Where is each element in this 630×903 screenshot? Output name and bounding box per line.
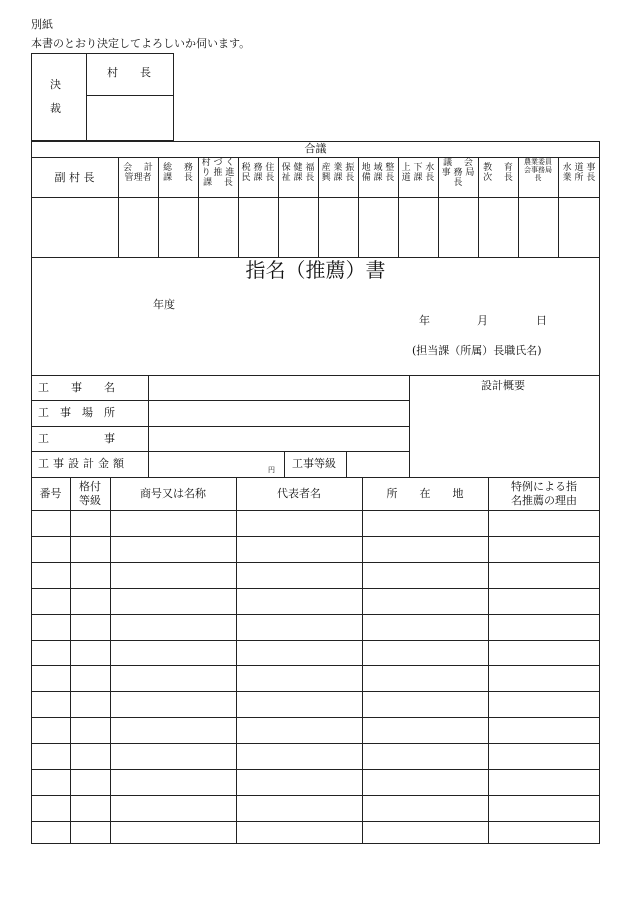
month-label: 月 (477, 314, 488, 327)
consult-col-12-l2: 会事務局 (524, 166, 552, 174)
kessai-bottom: 裁 (50, 102, 61, 115)
consult-col-12 (518, 158, 558, 182)
consult-col-6-l2: 祉 課 長 (281, 173, 315, 183)
consult-col-10-l3: 長 (453, 178, 463, 188)
table-header-6: 特例による指 名推薦の理由 (511, 480, 577, 507)
annex-label: 別紙 (31, 18, 53, 31)
consult-col-1-l1: 副 村 長 (54, 171, 95, 184)
consult-col-12-l3: 長 (534, 174, 542, 182)
consult-col-11-l1: 教 育 (483, 163, 513, 173)
consult-col-12-l1: 農業委員 (524, 158, 552, 166)
fiscal-year-label: 年度 (153, 298, 175, 311)
table-row (31, 743, 600, 744)
consult-col-10-l1: 議 会 (443, 158, 473, 168)
consult-col-1 (31, 172, 118, 184)
table-row (31, 536, 600, 537)
consult-col-4-l2: り 推 進 (201, 168, 235, 178)
table-row (31, 614, 600, 615)
consult-col-10 (438, 158, 478, 188)
consult-col-7-l2: 興 課 長 (321, 173, 355, 183)
work-grade-label: 工事等級 (292, 457, 336, 470)
work-cost-label: 工事設計金額 (38, 457, 128, 470)
consult-col-3-l1: 総 務 (163, 163, 193, 173)
consult-col-4-l3: 課 長 (203, 178, 233, 188)
consult-col-9-l1: 上 下 水 (401, 163, 435, 173)
doc-title: 指名（推薦）書 (245, 258, 386, 282)
table-row (31, 640, 600, 641)
consult-col-8 (358, 163, 398, 183)
consult-col-8-l2: 備 課 長 (361, 173, 395, 183)
work-place-label: 工 事 場 所 (38, 406, 115, 419)
kessai-top: 決 (50, 78, 61, 91)
table-row (31, 665, 600, 666)
consult-col-9-l2: 道 課 長 (401, 173, 435, 183)
table-row (31, 510, 600, 511)
sonchou-label: 村 長 (107, 66, 151, 79)
consult-col-2 (118, 163, 158, 183)
year-label: 年 (419, 314, 430, 327)
consult-col-6-l1: 保 健 福 (281, 163, 315, 173)
consult-col-4 (198, 158, 238, 188)
consult-col-13-l1: 水 道 事 (562, 163, 596, 173)
table-header-2: 格付 等級 (79, 480, 101, 507)
table-row (31, 588, 600, 589)
work-label: 工 事 (38, 432, 115, 445)
consult-col-10-l2: 事 務 局 (441, 168, 475, 178)
consult-col-3-l2: 課 長 (163, 173, 193, 183)
consult-col-5-l2: 民 課 長 (241, 173, 275, 183)
work-name-label: 工 事 名 (38, 381, 115, 394)
table-header-1: 番号 (39, 487, 62, 500)
table-row (31, 717, 600, 718)
table-header-4: 代表者名 (277, 487, 321, 500)
table-header-3: 商号又は名称 (140, 487, 206, 500)
table-row (31, 821, 600, 822)
consult-col-11-l2: 次 長 (483, 173, 513, 183)
table-row (31, 562, 600, 563)
consult-col-2-l2: 管理者 (124, 173, 152, 183)
approval-box (31, 53, 174, 141)
consult-col-5-l1: 税 務 住 (241, 163, 275, 173)
signer-label: (担当課（所属）長職氏名) (412, 344, 542, 357)
consult-col-11 (478, 163, 518, 183)
design-summary-label: 設計概要 (481, 379, 525, 392)
consult-col-8-l1: 地 域 整 (361, 163, 395, 173)
consult-col-2-l1: 会 計 (123, 163, 153, 173)
consult-col-6 (278, 163, 318, 183)
consult-col-9 (398, 163, 438, 183)
consult-col-7 (318, 163, 358, 183)
consult-title: 合議 (304, 142, 327, 155)
consult-col-13-l2: 業 所 長 (562, 173, 596, 183)
table-row (31, 769, 600, 770)
day-label: 日 (536, 314, 547, 327)
table-row (31, 691, 600, 692)
consult-col-7-l1: 産 業 振 (321, 163, 355, 173)
consult-col-5 (238, 163, 278, 183)
consult-col-4-l1: 村 づ く (201, 158, 235, 168)
request-text: 本書のとおり決定してよろしいか伺います。 (31, 37, 251, 50)
consult-col-3 (158, 163, 198, 183)
table-row (31, 795, 600, 796)
consult-col-13 (558, 163, 600, 183)
table-header-5: 所 在 地 (386, 487, 464, 500)
yen-label: 円 (268, 466, 275, 474)
